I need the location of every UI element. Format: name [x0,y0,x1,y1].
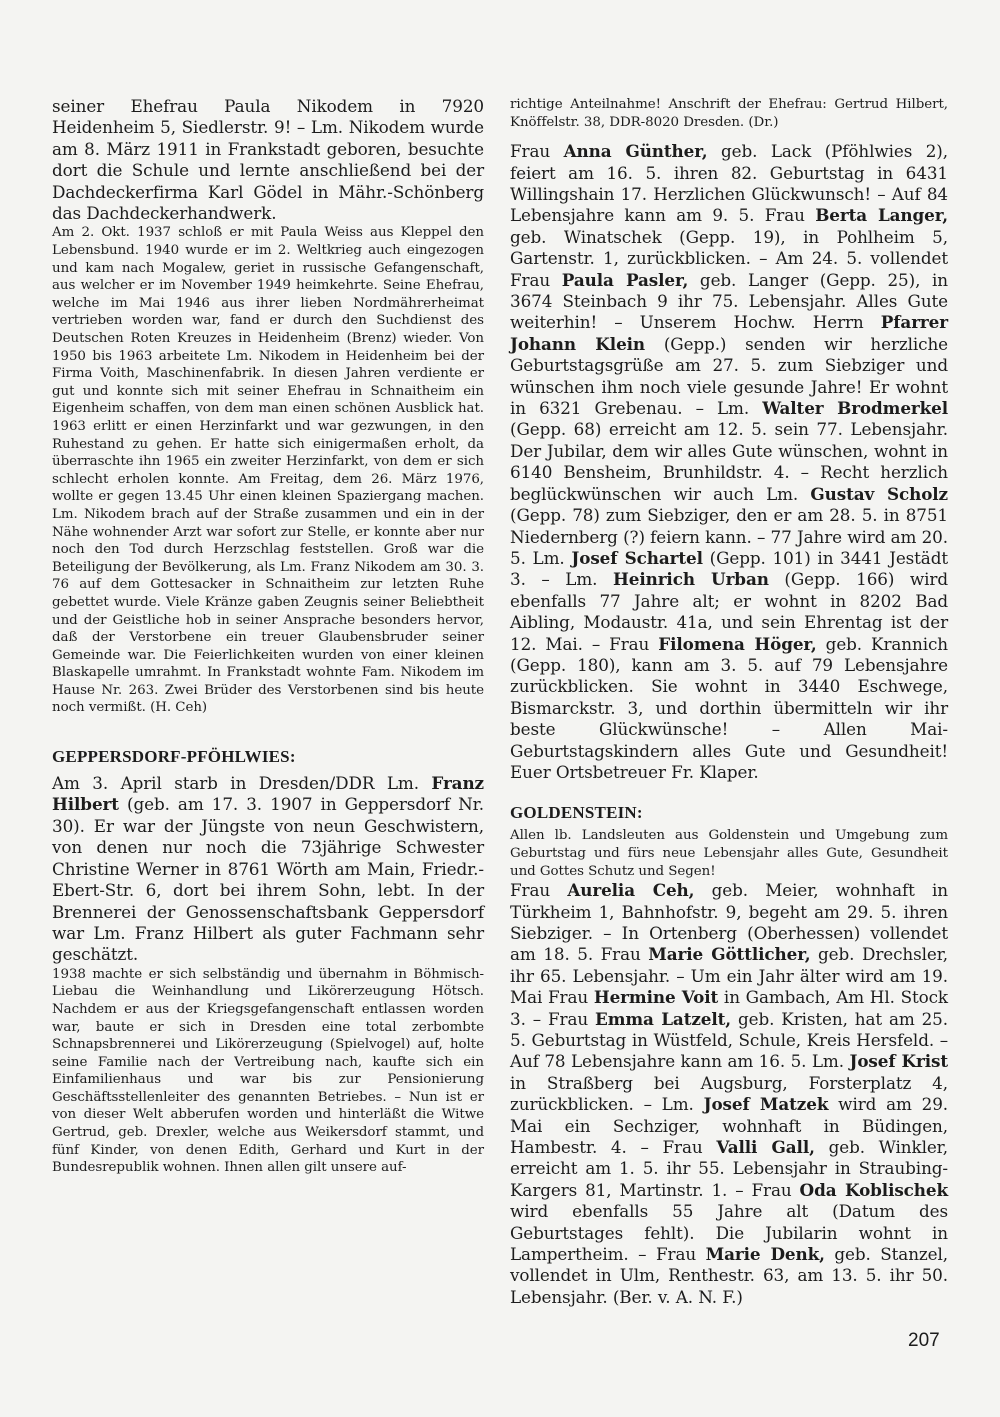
person-name: Josef Matzek [703,1094,829,1115]
goldenstein-birthdays [510,880,948,1308]
text-run: geb. Stanzel, vollendet in Ulm, Renthestr. 63, am 13. 5. ihr 50. Lebensjahr. (Ber. v. A. N. F.) [510,1244,948,1307]
person-name: Josef Krist [849,1051,948,1072]
text-run: (Gepp. 101) in 3441 Jestädt 3. – Lm. [510,547,949,590]
text-run: geb. Meier, wohnhaft in Türkheim 1, Bahnhofstr. 9, begeht am 29. 5. ihren Siebziger. – In Ortenberg (Oberhessen) vollendet am 18. 5. Frau [510,880,948,965]
person-name: Filomena Höger, [658,633,817,654]
text-run: wird am 29. Mai ein Sechziger, wohnhaft in Büdingen, Hambestr. 4. – Frau [510,1094,949,1158]
person-name: Hermine Voit [593,987,719,1008]
text-run: (Gepp. 78) zum Siebziger, den er am 28. 5. in 8751 Niedernberg (?) feiern kann. – 77 Jahre wird am 20. 5. Lm. [510,505,948,568]
section-heading-geppersdorf: GEPPERSDORF-PFÖHLWIES: [52,747,296,767]
person-name: Gustav Scholz [810,483,948,504]
hilbert-obituary-body: 1938 machte er sich selbständig und übernahm in Böhmisch-Liebau die Weinhandlung und Likörerzeugung Hötsch. Nachdem er aus der Kriegsgefangenschaft entlassen worden war, baute er sich in Dresden eine total zerbombte Schnapsbrennerei und Likörerzeugung (Spielvogel) auf, holte seine Familie nach der Vertreibung nach, kaufte sich ein Einfamilienhaus und war bis zur Pensionierung Geschäftsstellenleiter des genannten Betriebes. – Nun ist er von dieser Welt abberufen worden und hinterläßt die Witwe Gertrud, geb. Drexler, welche aus Weikersdorf stammt, und fünf Kinder, von denen Edith, Gerhard und Kurt in der Bundesrepublik wohnen. Ihnen allen gilt unsere auf- [52,966,484,1176]
person-name: Valli Gall, [716,1137,815,1158]
text-run: in Gambach, Am Hl. Stock 3. – Frau [510,987,948,1029]
nikodem-obituary-body: Am 2. Okt. 1937 schloß er mit Paula Weiss aus Kleppel den Lebensbund. 1940 wurde er im 2. Weltkrieg auch eingezogen und kam nach Mogalew, geriet in russische Gefangenschaft, aus welcher er im November 1949 heimkehrte. Seine Ehefrau, welche im Mai 1946 aus ihrer lieben Nordmährerheimat vertrieben worden war, fand er durch den Suchdienst des Deutschen Roten Kreuzes in Heidenheim (Brenz) wieder. Von 1950 bis 1963 arbeitete Lm. Nikodem in Heidenheim bei der Firma Voith, Maschinenfabrik. In diesen Jahren verdiente er gut und konnte sich mit seiner Ehefrau in Schnaitheim ein Eigenheim schaffen, von dem man einen schönen Ausblick hat. 1963 erlitt er einen Herzinfarkt und war gezwungen, in den Ruhestand zu gehen. Er hatte sich einigermaßen erholt, da überraschte ihn 1965 ein zweiter Herzinfarkt, von dem er sich schlecht erholen konnte. Am Freitag, dem 26. März 1976, wollte er gegen 13.45 Uhr einen kleinen Spaziergang machen. Lm. Nikodem brach auf der Straße zusammen und ein in der Nähe wohnender Arzt war sofort zur Stelle, er konnte aber nur noch den Tod durch Herzschlag feststellen. Groß war die Beteiligung der Bevölkerung, als Lm. Franz Nikodem am 30. 3. 76 auf dem Gottesacker in Schnaitheim zur letzten Ruhe gebettet wurde. Viele Kränze gaben Zeugnis seiner Beliebtheit und der Geistliche hob in seiner Ansprache besonders hervor, daß der Verstorbene ein treuer Glaubensbruder seiner Gemeinde war. Die Feierlichkeiten wurden von einer kleinen Blaskapelle umrahmt. In Frankstadt wohnte Fam. Nikodem im Hause Nr. 263. Zwei Brüder des Verstorbenen sind bis heute noch vermißt. (H. Ceh) [52,225,484,716]
text-run: geb. Winatschek (Gepp. 19), in Pohlheim 5, Gartenstr. 1, zurückblicken. – Am 24. 5. vollendet Frau [510,226,948,290]
person-name: Emma Latzelt, [595,1008,732,1029]
hilbert-obituary-intro [52,773,484,966]
text-run: (Gepp.) senden wir herzliche Geburtstagsgrüße am 27. 5. zum Siebziger und wünschen ihm noch viele gesunde Jahre! Er wohnt in 6321 Grebenau. – Lm. [510,333,949,419]
text-run: Frau [510,880,568,901]
text-run: (Gepp. 166) wird ebenfalls 77 Jahre alt; er wohnt in 8202 Bad Aibling, Modaustr. 41a, und sein Ehrentag ist der 12. Mai. – Frau [510,569,948,654]
text-run: geb. Krannich (Gepp. 180), kann am 3. 5. auf 79 Lebensjahre zurückblicken. Sie wohnt in 3440 Eschwege, Bismarckstr. 3, und dorthin übermitteln wir ihr beste Glückwünsche! – Allen Mai-Geburtstagskindern alles Gute und Gesundheit! Euer Ortsbetreuer Fr. Klaper. [510,633,948,782]
text-run: (Gepp. 68) erreicht am 12. 5. sein 77. Lebensjahr. Der Jubilar, dem wir alles Gute wünschen, wohnt in 6140 Bensheim, Brunhildstr. 4. – Recht herzlich beglückwünschen wir auch Lm. [510,419,948,504]
hilbert-name: Franz Hilbert [52,773,484,815]
text-run: geb. Kristen, hat am 25. 5. Geburtstag in Wüstfeld, Schule, Kreis Hersfeld. – Auf 78 Lebensjahre kann am 16. 5. Lm. [510,1008,948,1072]
person-name: Walter Brodmerkel [762,398,949,419]
text-run: geb. Drechsler, ihr 65. Lebensjahr. – Um ein Jahr älter wird am 19. Mai Frau [510,944,949,1008]
text-run: geb. Langer (Gepp. 25), in 3674 Steinbach 9 ihr 75. Lebensjahr. Alles Gute weiterhin! – Unserem Hochw. Herrn [510,269,948,333]
text-run: geb. Lack (Pföhlwies 2), feiert am 16. 5. ihren 82. Geburtstag in 6431 Willingshain 17. Herzlichen Glückwunsch! – Auf 84 Lebensjahre kann am 9. 5. Frau [510,141,948,226]
left-column [52,96,484,1177]
person-name: Berta Langer, [815,205,948,226]
person-name: Josef Schartel [571,547,703,568]
person-name: Heinrich Urban [612,569,769,590]
person-name: Oda Koblischek [799,1179,949,1200]
person-name: Anna Günther, [563,141,708,162]
person-name: Paula Pasler, [561,269,689,290]
text-run: wird ebenfalls 55 Jahre alt (Datum des Geburtstages fehlt). Die Jubilarin wohnt in Lampertheim. – Frau [510,1201,948,1265]
hilbert-obituary-continued: richtige Anteilnahme! Anschrift der Ehefrau: Gertrud Hilbert, Knöffelstr. 38, DDR-8020 Dresden. (Dr.) [510,97,948,130]
text-run: geb. Winkler, erreicht am 1. 5. ihr 55. Lebensjahr in Straubing-Kargers 81, Martinstr. 1. – Frau [510,1137,948,1200]
section-heading-goldenstein: GOLDENSTEIN: [510,803,643,823]
text-run: Frau [510,141,564,162]
nikodem-obituary-intro: seiner Ehefrau Paula Nikodem in 7920 Heidenheim 5, Siedlerstr. 9! – Lm. Nikodem wurde am 8. März 1911 in Frankstadt geboren, besuchte dort die Schule und lernte anschließend bei der Dachdeckerfirma Karl Gödel in Mähr.-Schönberg das Dachdeckerhandwerk. [52,96,484,224]
right-column [510,96,948,1308]
goldenstein-greeting: Allen lb. Landsleuten aus Goldenstein und Umgebung zum Geburtstag und fürs neue Lebensjahr alles Gute, Gesundheit und Gottes Schutz und Segen! [510,828,948,879]
hilbert-text-a: Am 3. April starb in Dresden/DDR Lm. [52,773,432,794]
hilbert-text-b: (geb. am 17. 3. 1907 in Geppersdorf Nr. 30). Er war der Jüngste von neun Geschwistern, von denen nur noch die 73jährige Schwester Christine Werner in 8761 Wörth am Main, Friedr.-Ebert-Str. 6, dort bei ihrem Sohn, lebt. In der Brennerei der Genossenschaftsbank Geppersdorf war Lm. Franz Hilbert als guter Fachmann sehr geschätzt. [52,794,484,965]
person-name: Pfarrer Johann Klein [510,312,948,354]
geppersdorf-birthdays [510,141,948,783]
person-name: Marie Göttlicher, [648,944,811,965]
person-name: Marie Denk, [705,1244,825,1265]
text-run: in Straßberg bei Augsburg, Forsterplatz 4, zurückblicken. – Lm. [510,1072,948,1115]
page-number: 207 [908,1330,940,1351]
person-name: Aurelia Ceh, [567,880,695,901]
